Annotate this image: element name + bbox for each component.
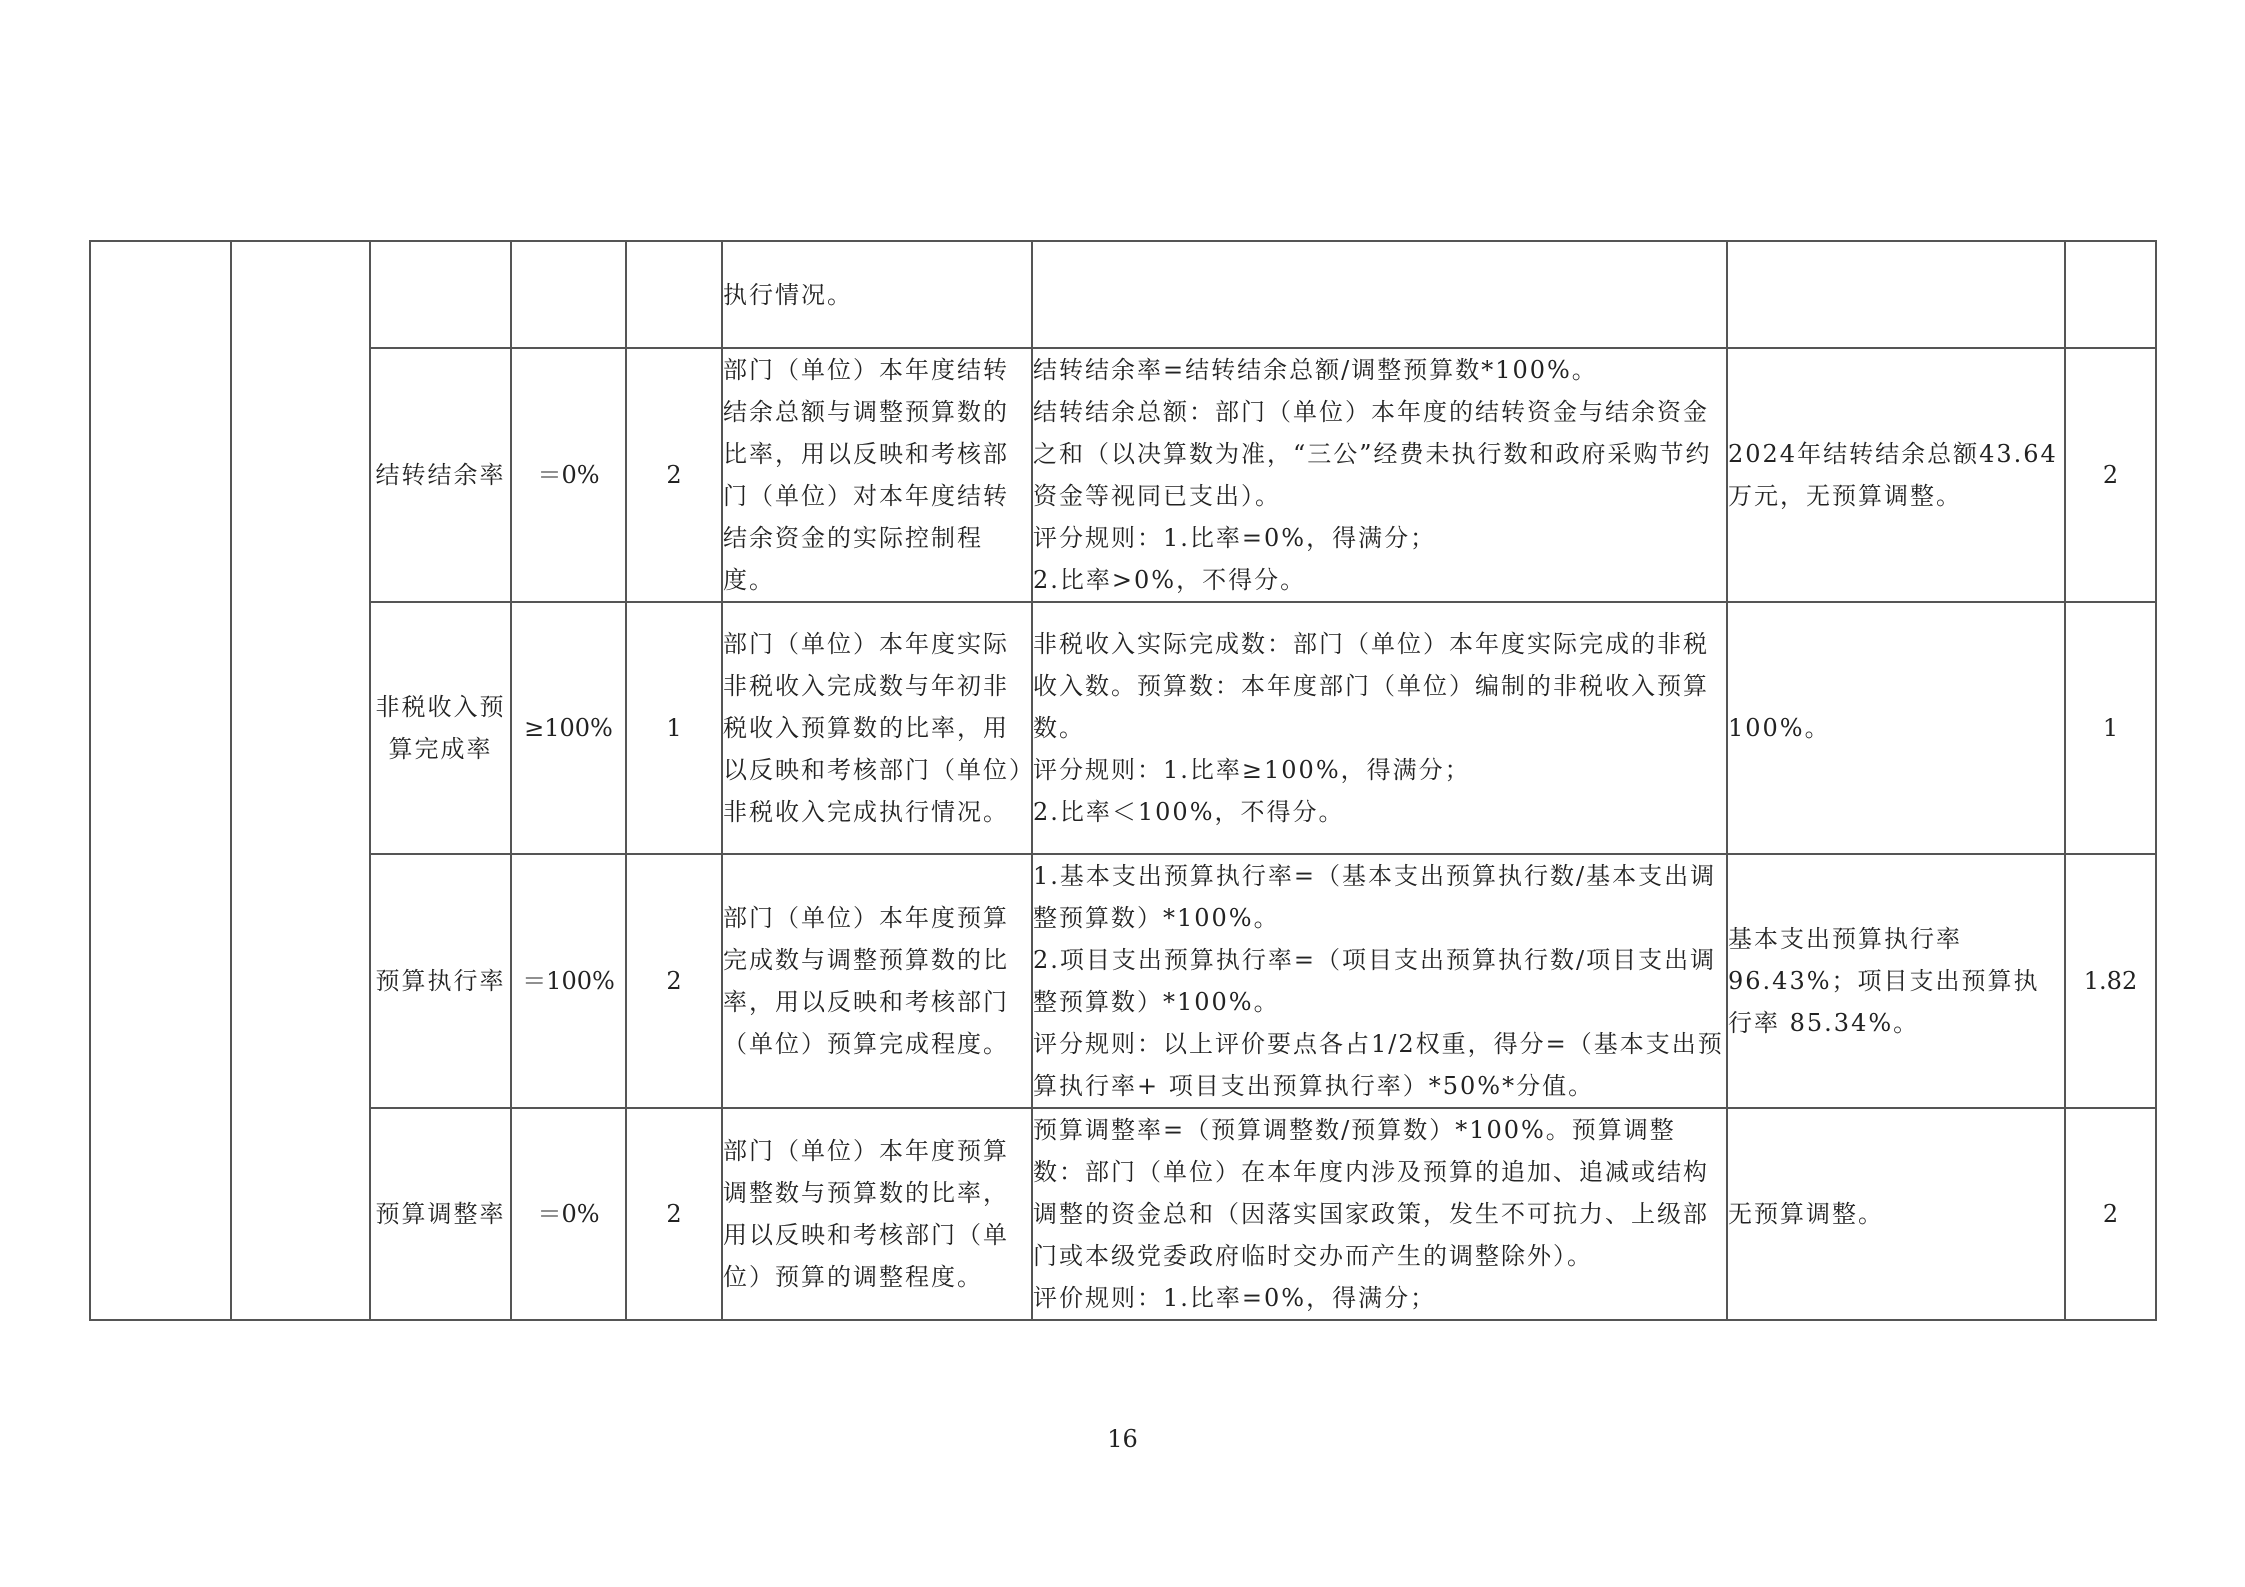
result-cell (1727, 241, 2065, 348)
indicator-name: 预算调整率 (370, 1108, 511, 1320)
category-level1-cell (90, 241, 231, 1320)
indicator-name-cell (370, 241, 511, 348)
formula-text (1032, 1108, 1727, 1320)
weight-value: 2 (626, 348, 722, 602)
evaluation-table (89, 240, 2157, 1321)
formula-text (1032, 348, 1727, 602)
score-value: 2 (2065, 348, 2156, 602)
page-number: 16 (1107, 1425, 1138, 1453)
target-value: ≥100% (511, 602, 626, 854)
formula-line: 结转结余总额：部门（单位）本年度的结转资金与结余资金之和（以决算数为准，“三公”经费未执行数和政府采购节约资金等视同已支出）。 (1033, 398, 1712, 510)
score-cell (2065, 241, 2156, 348)
indicator-description: 执行情况。 (722, 241, 1032, 348)
table-row-continuation (90, 241, 2156, 348)
indicator-description: 部门（单位）本年度预算调整数与预算数的比率，用以反映和考核部门（单位）预算的调整程度。 (722, 1108, 1032, 1320)
formula-line: 2.比率＜100%，不得分。 (1033, 798, 1345, 826)
score-value: 1 (2065, 602, 2156, 854)
table-row (90, 1108, 2156, 1320)
formula-text (1032, 602, 1727, 854)
weight-value: 2 (626, 1108, 722, 1320)
indicator-description: 部门（单位）本年度结转结余总额与调整预算数的比率，用以反映和考核部门（单位）对本年度结转结余资金的实际控制程度。 (722, 348, 1032, 602)
indicator-description: 部门（单位）本年度预算完成数与调整预算数的比率，用以反映和考核部门（单位）预算完成程度。 (722, 854, 1032, 1108)
formula-line: 1.基本支出预算执行率=（基本支出预算执行数/基本支出调整预算数）*100%。 (1033, 862, 1717, 932)
weight-value: 1 (626, 602, 722, 854)
target-value: ＝0% (511, 348, 626, 602)
formula-line: 2.项目支出预算执行率=（项目支出预算执行数/项目支出调整预算数）*100%。 (1033, 946, 1717, 1016)
result-text: 无预算调整。 (1727, 1108, 2065, 1320)
target-value: ＝100% (511, 854, 626, 1108)
score-value: 1.82 (2065, 854, 2156, 1108)
target-cell (511, 241, 626, 348)
formula-line: 评分规则：1.比率=0%，得满分； (1033, 524, 1437, 552)
indicator-description: 部门（单位）本年度实际非税收入完成数与年初非税收入预算数的比率，用以反映和考核部门（单位）非税收入完成执行情况。 (722, 602, 1032, 854)
formula-line: 2.比率>0%，不得分。 (1033, 566, 1307, 594)
formula-cell (1032, 241, 1727, 348)
formula-line: 评价规则：1.比率=0%，得满分； (1033, 1284, 1437, 1312)
category-level2-cell (231, 241, 370, 1320)
formula-line: 评分规则：1.比率≥100%，得满分； (1033, 756, 1471, 784)
table-row (90, 348, 2156, 602)
weight-cell (626, 241, 722, 348)
score-value: 2 (2065, 1108, 2156, 1320)
formula-line: 非税收入实际完成数：部门（单位）本年度实际完成的非税收入数。预算数：本年度部门（单位）编制的非税收入预算数。 (1033, 630, 1709, 742)
formula-line: 结转结余率=结转结余总额/调整预算数*100%。 (1033, 356, 1598, 384)
weight-value: 2 (626, 854, 722, 1108)
indicator-name: 结转结余率 (370, 348, 511, 602)
formula-line: 预算调整率=（预算调整数/预算数）*100%。预算调整数：部门（单位）在本年度内涉及预算的追加、追减或结构调整的资金总和（因落实国家政策，发生不可抗力、上级部门或本级党委政府临时交办而产生的调整除外）。 (1033, 1116, 1709, 1270)
indicator-name: 预算执行率 (370, 854, 511, 1108)
target-value: ＝0% (511, 1108, 626, 1320)
result-text: 基本支出预算执行率96.43%；项目支出预算执行率 85.34%。 (1727, 854, 2065, 1108)
result-text: 2024年结转结余总额43.64万元，无预算调整。 (1727, 348, 2065, 602)
table-row (90, 602, 2156, 854)
indicator-name: 非税收入预算完成率 (370, 602, 511, 854)
table-row (90, 854, 2156, 1108)
result-text: 100%。 (1727, 602, 2065, 854)
formula-line: 评分规则：以上评价要点各占1/2权重，得分=（基本支出预算执行率+ 项目支出预算执行率）*50%*分值。 (1033, 1030, 1724, 1100)
formula-text (1032, 854, 1727, 1108)
